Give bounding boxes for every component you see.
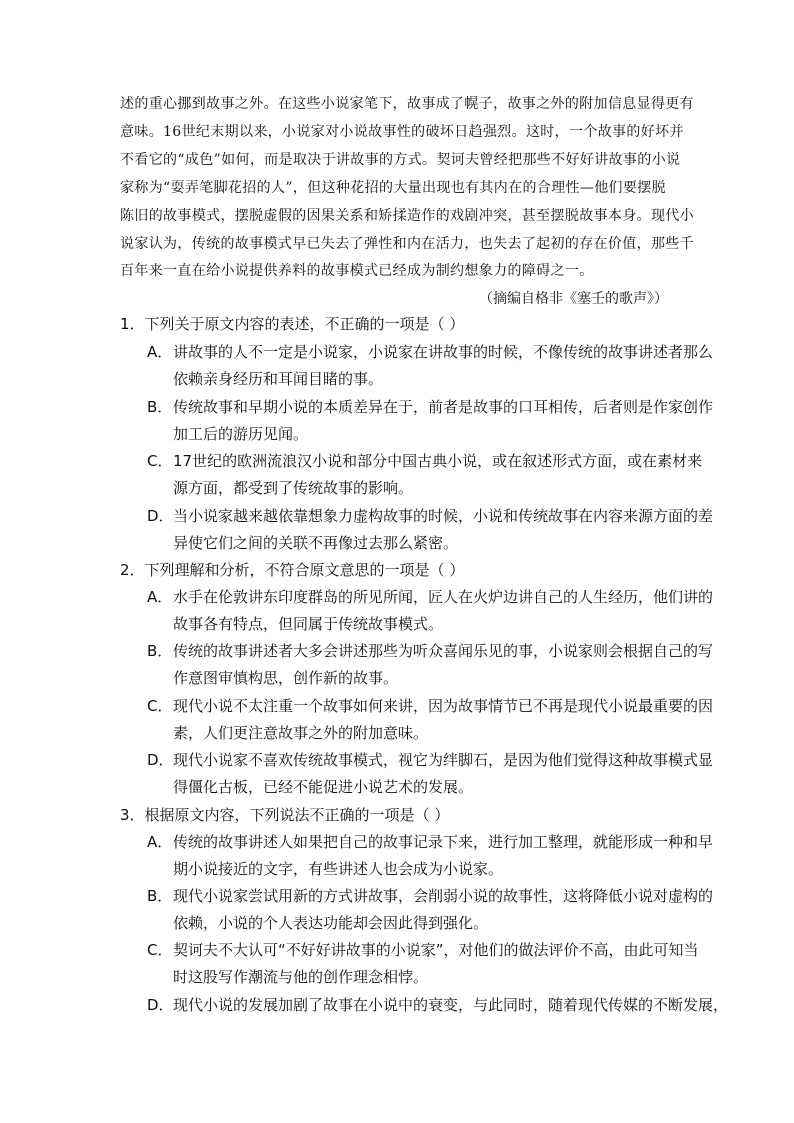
question-2-option-c-cont: 素，人们更注意故事之外的附加意味。 bbox=[173, 724, 429, 742]
question-3-option-c-cont: 时这股写作潮流与他的创作理念相悖。 bbox=[173, 968, 429, 986]
question-2-option-d: D．现代小说家不喜欢传统故事模式，视它为绊脚石，是因为他们觉得这种故事模式显 bbox=[147, 751, 714, 769]
question-2-option-c: C．现代小说不太注重一个故事如何来讲，因为故事情节已不再是现代小说最重要的因 bbox=[147, 697, 714, 715]
question-3-option-c: C．契诃夫不大认可“不好好讲故事的小说家”，对他们的做法评价不高，由此可知当 bbox=[147, 941, 699, 959]
question-2-option-a: A．水手在伦敦讲东印度群岛的所见所闻，匠人在火炉边讲自己的人生经历，他们讲的 bbox=[147, 588, 714, 606]
question-1-option-d-cont: 异使它们之间的关联不再像过去那么紧密。 bbox=[173, 534, 459, 552]
question-1-option-b: B．传统故事和早期小说的本质差异在于，前者是故事的口耳相传，后者则是作家创作 bbox=[147, 398, 714, 416]
question-1-option-c: C．17世纪的欧洲流浪汉小说和部分中国古典小说，或在叙述形式方面，或在素材来 bbox=[147, 452, 703, 470]
question-2-option-b: B．传统的故事讲述者大多会讲述那些为听众喜闻乐见的事，小说家则会根据自己的写 bbox=[147, 642, 714, 660]
question-3-option-b-cont: 依赖，小说的个人表达功能却会因此得到强化。 bbox=[173, 914, 489, 932]
question-1-stem: 1．下列关于原文内容的表述，不正确的一项是（ ） bbox=[120, 315, 465, 333]
passage-line: 不看它的“成色”如何，而是取决于讲故事的方式。契诃夫曾经把那些不好好讲故事的小说 bbox=[120, 152, 681, 168]
passage-line: 陈旧的故事模式，摆脱虚假的因果关系和矫揉造作的戏剧冲突，甚至摆脱故事本身。现代小 bbox=[120, 208, 694, 224]
passage-line: 述的重心挪到故事之外。在这些小说家笔下，故事成了幌子，故事之外的附加信息显得更有 bbox=[120, 96, 694, 112]
question-3-option-a: A．传统的故事讲述人如果把自己的故事记录下来，进行加工整理，就能形成一种和早 bbox=[147, 833, 714, 851]
question-1-option-a: A．讲故事的人不一定是小说家，小说家在讲故事的时候，不像传统的故事讲述者那么 bbox=[147, 343, 714, 361]
question-2-option-a-cont: 故事各有特点，但同属于传统故事模式。 bbox=[173, 615, 444, 633]
question-2-option-d-cont: 得僵化古板，已经不能促进小说艺术的发展。 bbox=[173, 778, 474, 796]
question-1-option-d: D．当小说家越来越依靠想象力虚构故事的时候，小说和传统故事在内容来源方面的差 bbox=[147, 507, 714, 525]
question-2-option-b-cont: 作意图审慎构思，创作新的故事。 bbox=[173, 669, 399, 687]
passage-line: 家称为“耍弄笔脚花招的人”，但这种花招的大量出现也有其内在的合理性—他们要摆脱 bbox=[120, 180, 666, 196]
question-2-stem: 2．下列理解和分析，不符合原文意思的一项是（ ） bbox=[120, 561, 465, 579]
question-1-option-c-cont: 源方面，都受到了传统故事的影响。 bbox=[173, 479, 414, 497]
question-1-option-b-cont: 加工后的游历见闻。 bbox=[173, 425, 309, 443]
passage-line: 意味。16世纪末期以来，小说家对小说故事性的破坏日趋强烈。这时，一个故事的好坏并 bbox=[120, 124, 684, 140]
passage-line: 百年来一直在给小说提供养料的故事模式已经成为制约想象力的障碍之一。 bbox=[120, 263, 594, 279]
question-3-option-a-cont: 期小说接近的文字，有些讲述人也会成为小说家。 bbox=[173, 860, 504, 878]
question-1-option-a-cont: 依赖亲身经历和耳闻目睹的事。 bbox=[173, 370, 384, 388]
question-3-option-b: B．现代小说家尝试用新的方式讲故事，会削弱小说的故事性，这将降低小说对虚构的 bbox=[147, 887, 714, 905]
question-3-option-d: D．现代小说的发展加剧了故事在小说中的衰变，与此同时，随着现代传媒的不断发展， bbox=[147, 996, 729, 1014]
passage-line: 说家认为，传统的故事模式早已失去了弹性和内在活力，也失去了起初的存在价值，那些千 bbox=[120, 236, 694, 252]
passage-source: （摘编自格非《塞壬的歌声》） bbox=[479, 291, 668, 307]
question-3-stem: 3．根据原文内容，下列说法不正确的一项是（ ） bbox=[120, 806, 450, 824]
